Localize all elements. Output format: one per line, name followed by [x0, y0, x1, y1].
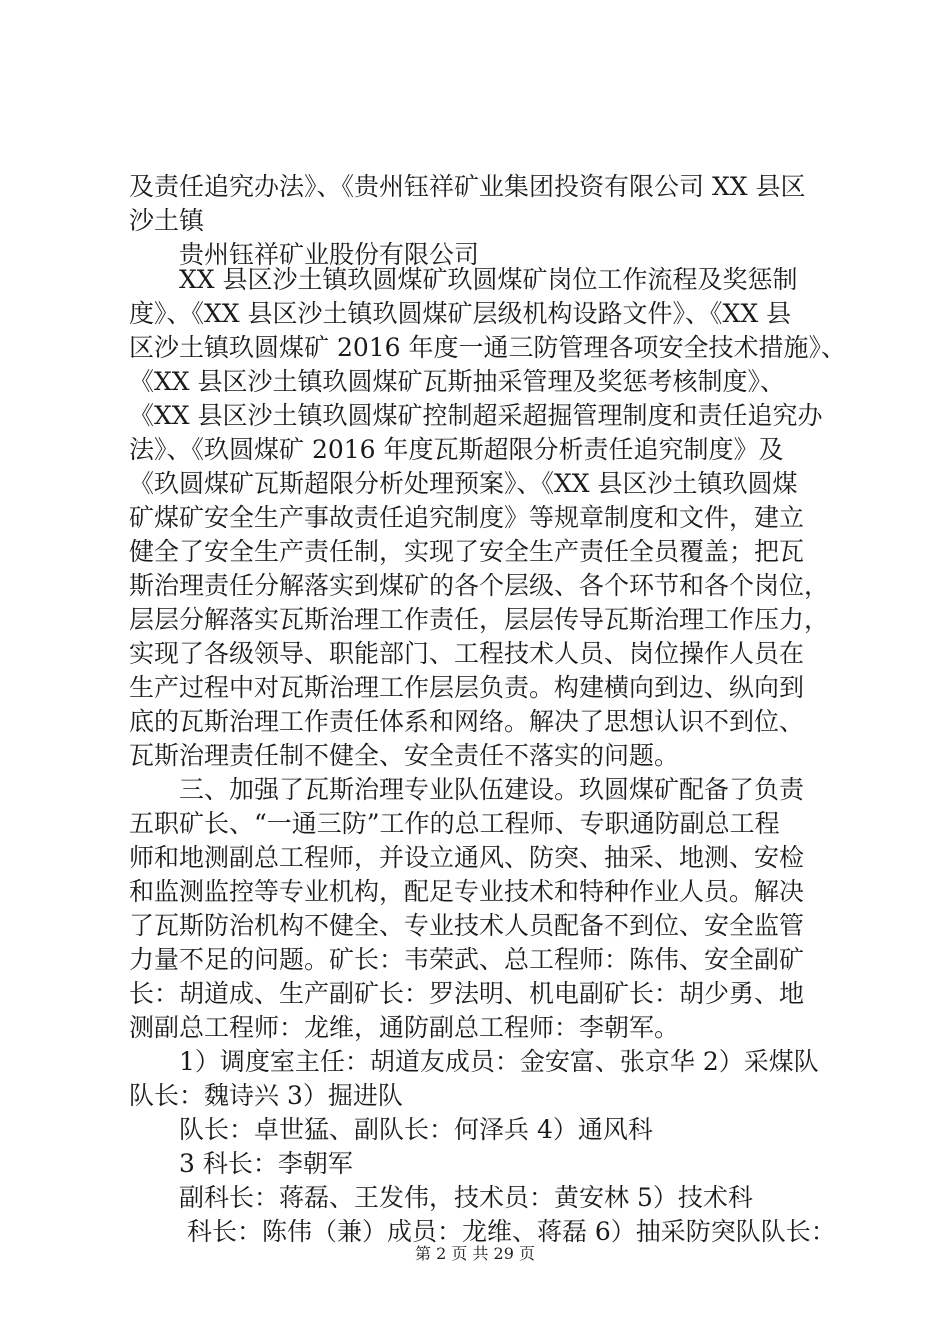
text-line: 贵州钰祥矿业股份有限公司	[129, 240, 480, 269]
text-line: 法》、《玖圆煤矿 2016 年度瓦斯超限分析责任追究制度》及	[129, 435, 784, 464]
text-line: 度》、《XX 县区沙土镇玖圆煤矿层级机构设路文件》、《XX 县	[129, 299, 792, 328]
text-line: 测副总工程师：龙维，通防副总工程师：李朝军。	[129, 1013, 680, 1042]
text-line: 斯治理责任分解落实到煤矿的各个层级、各个环节和各个岗位，	[129, 571, 830, 600]
text-line: XX 县区沙土镇玖圆煤矿玖圆煤矿岗位工作流程及奖惩制	[129, 265, 798, 294]
text-line: 三、加强了瓦斯治理专业队伍建设。玖圆煤矿配备了负责	[129, 775, 805, 804]
text-line: 科长：陈伟（兼）成员：龙维、蒋磊 6）抽采防突队队长：	[129, 1217, 836, 1246]
text-line: 师和地测副总工程师，并设立通风、防突、抽采、地测、安检	[129, 843, 805, 872]
text-line: 矿煤矿安全生产事故责任追究制度》等规章制度和文件，建立	[129, 503, 805, 532]
text-line: 力量不足的问题。矿长：韦荣武、总工程师：陈伟、安全副矿	[129, 945, 805, 974]
text-line: 了瓦斯防治机构不健全、专业技术人员配备不到位、安全监管	[129, 911, 805, 940]
text-line: 长：胡道成、生产副矿长：罗法明、机电副矿长：胡少勇、地	[129, 979, 805, 1008]
text-line: 3 科长：李朝军	[129, 1149, 353, 1178]
page-number-footer: 第 2 页 共 29 页	[415, 1244, 535, 1263]
text-line: 《玖圆煤矿瓦斯超限分析处理预案》、《XX 县区沙土镇玖圆煤	[129, 469, 798, 498]
text-line: 队长：卓世猛、副队长：何泽兵 4）通风科	[129, 1115, 653, 1144]
text-line: 瓦斯治理责任制不健全、安全责任不落实的问题。	[129, 741, 680, 770]
text-line: 健全了安全生产责任制，实现了安全生产责任全员覆盖；把瓦	[129, 537, 805, 566]
text-line: 五职矿长、“一通三防”工作的总工程师、专职通防副总工程	[129, 809, 780, 838]
text-line: 沙土镇	[129, 206, 205, 235]
text-line: 区沙土镇玖圆煤矿 2016 年度一通三防管理各项安全技术措施》、	[129, 333, 847, 362]
text-line: 层层分解落实瓦斯治理工作责任，层层传导瓦斯治理工作压力，	[129, 605, 830, 634]
text-line: 实现了各级领导、职能部门、工程技术人员、岗位操作人员在	[129, 639, 805, 668]
text-line: 和监测监控等专业机构，配足专业技术和特种作业人员。解决	[129, 877, 805, 906]
text-line: 底的瓦斯治理工作责任体系和网络。解决了思想认识不到位、	[129, 707, 805, 736]
text-line: 1）调度室主任：胡道友成员：金安富、张京华 2）采煤队	[129, 1047, 819, 1076]
text-line: 生产过程中对瓦斯治理工作层层负责。构建横向到边、纵向到	[129, 673, 805, 702]
text-line: 及责任追究办法》、《贵州钰祥矿业集团投资有限公司 XX 县区	[129, 172, 806, 201]
text-line: 副科长：蒋磊、王发伟，技术员：黄安林 5）技术科	[129, 1183, 753, 1212]
text-line: 队长：魏诗兴 3）掘进队	[129, 1081, 403, 1110]
text-line: 《XX 县区沙土镇玖圆煤矿瓦斯抽采管理及奖惩考核制度》、	[129, 367, 786, 396]
text-line: 《XX 县区沙土镇玖圆煤矿控制超采超掘管理制度和责任追究办	[129, 401, 823, 430]
